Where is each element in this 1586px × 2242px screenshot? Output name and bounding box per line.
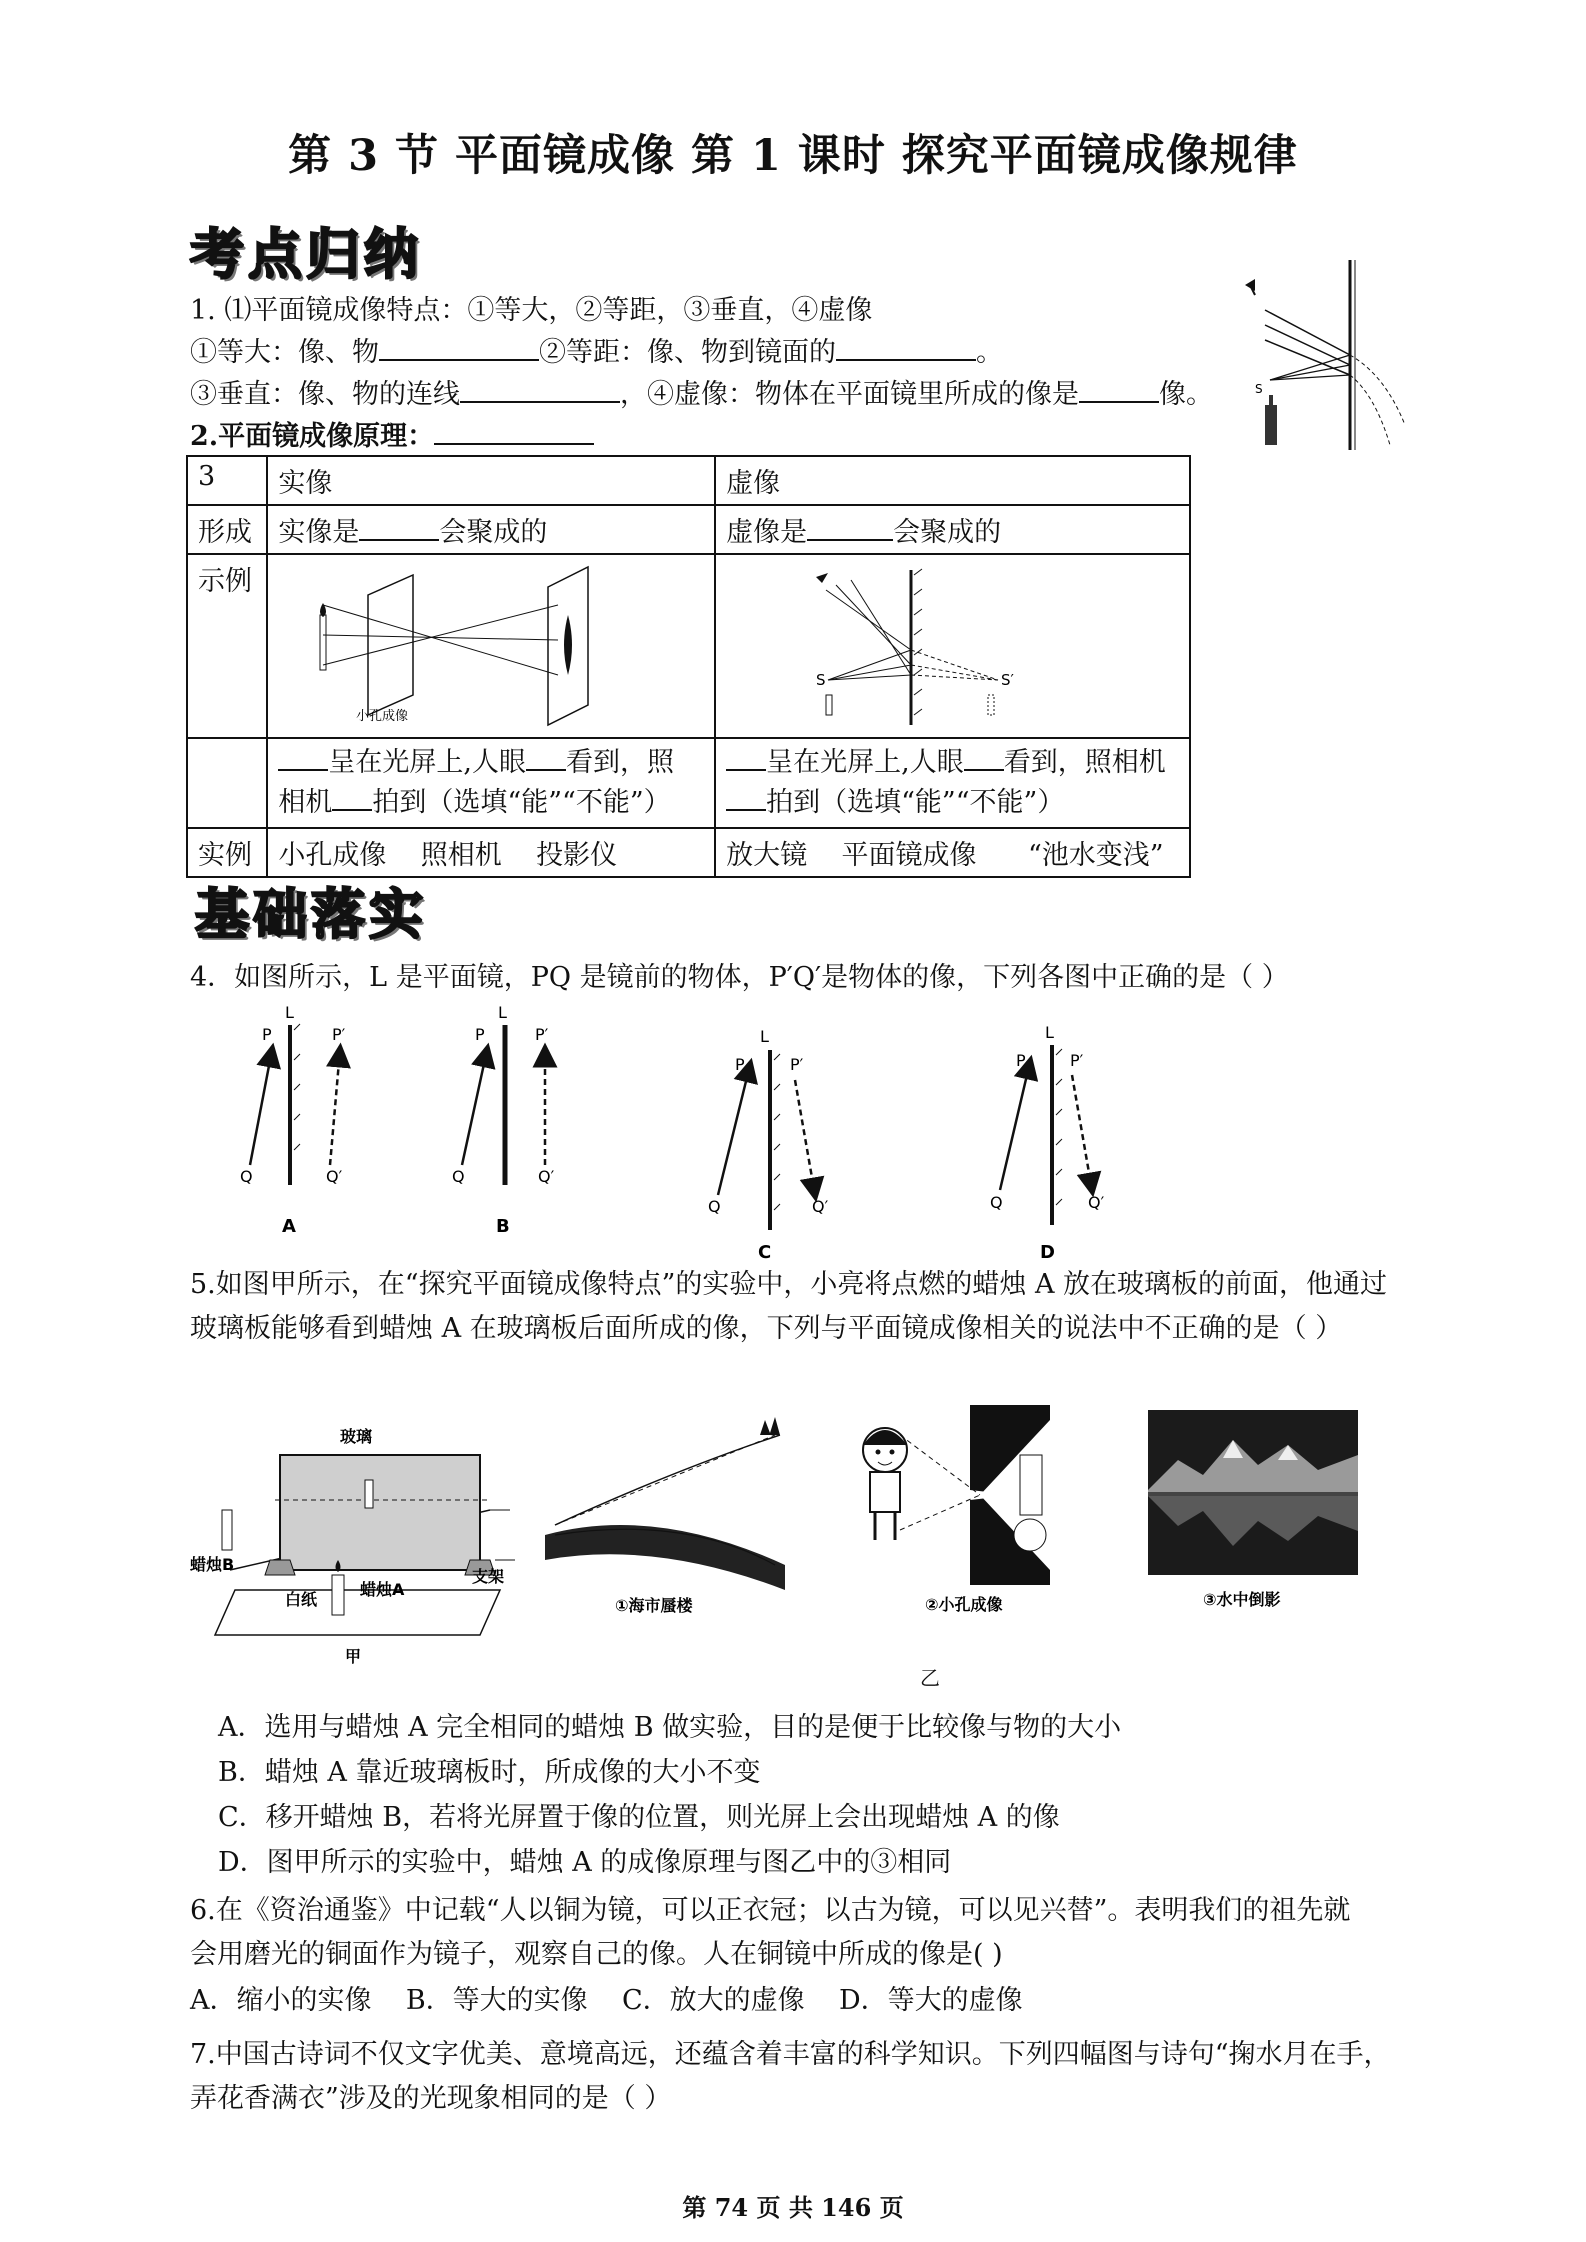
table-cell: 小孔成像 照相机 投影仪 (267, 828, 715, 877)
kp-line-3-text-a: ③垂直：像、物的连线 (190, 379, 460, 410)
answer-blank[interactable] (332, 785, 372, 811)
svg-text:Q: Q (708, 1197, 721, 1216)
kp-line-3-text-b: ，④虚像：物体在平面镜里所成的像是 (620, 379, 1079, 410)
table-cell-text: 实像是 (278, 517, 360, 548)
q6-stem-line-1: 6.在《资治通鉴》中记载“人以铜为镜，可以正衣冠；以古为镜，可以见兴替”。表明我们的祖先就 (190, 1895, 1351, 1926)
mirror-reflection-figure (1225, 255, 1415, 455)
svg-text:P: P (1016, 1051, 1026, 1070)
svg-text:P: P (475, 1025, 485, 1044)
answer-blank[interactable] (807, 515, 893, 541)
label-candle-a: 蜡烛A (360, 1580, 405, 1599)
table-cell-text: 拍到（选填“能”“不能”） (372, 787, 671, 818)
table-cell-text: 拍到（选填“能”“不能”） (766, 787, 1065, 818)
q4-stem: 4．如图所示，L 是平面镜，PQ 是镜前的物体，P′Q′是物体的像，下列各图中正确的是（ ） (190, 962, 1289, 993)
table-cell-text: 会聚成的 (439, 517, 548, 548)
table-header-real: 实像 (267, 456, 715, 505)
table-cell-text: 会聚成的 (893, 517, 1002, 548)
svg-text:Q′: Q′ (326, 1167, 343, 1186)
kp-line-3-text-c: 像。 (1159, 379, 1213, 410)
q4-option-d-figure (990, 1023, 1105, 1260)
answer-blank[interactable] (836, 335, 976, 361)
page-footer: 第 74 页 共 146 页 (682, 2193, 904, 2222)
answer-blank[interactable] (278, 745, 328, 771)
svg-text:P: P (262, 1025, 272, 1044)
table-row-label: 示例 (187, 554, 267, 738)
table-cell (715, 505, 1190, 554)
q6-stem-line-2: 会用磨光的铜面作为镜子，观察自己的像。人在铜镜中所成的像是( ) (190, 1939, 1003, 1970)
kp-line-2-text-c: 。 (976, 337, 1003, 368)
q7-stem-line-1: 7.中国古诗词不仅文字优美、意境高远，还蕴含着丰富的科学知识。下列四幅图与诗句“掬水月在手， (190, 2039, 1391, 2070)
table-header-virtual: 虚像 (715, 456, 1190, 505)
kp-line-3 (190, 372, 1213, 411)
table-cell (187, 738, 267, 828)
q5-option-d[interactable]: D．图甲所示的实验中，蜡烛 A 的成像原理与图乙中的③相同 (218, 1847, 952, 1878)
q6-options[interactable]: A．缩小的实像 B．等大的实像 C．放大的虚像 D．等大的虚像 (190, 1985, 1023, 2016)
table-cell-mirror-diagram (715, 554, 1190, 738)
table-cell-text: 看到，照相机 (1003, 747, 1166, 778)
svg-text:Q′: Q′ (812, 1197, 829, 1216)
caption-pinhole: ②小孔成像 (925, 1595, 1003, 1614)
svg-text:P′: P′ (535, 1025, 549, 1044)
option-label: C (758, 1242, 772, 1260)
table-header-number: 3 (187, 456, 267, 505)
svg-text:Q: Q (240, 1167, 253, 1186)
kp-line-1: 1. ⑴平面镜成像特点：①等大，②等距，③垂直，④虚像 (190, 295, 873, 326)
q5-stem-line-2: 玻璃板能够看到蜡烛 A 在玻璃板后面所成的像，下列与平面镜成像相关的说法中不正确的是（ ） (190, 1313, 1343, 1344)
svg-text:L: L (760, 1027, 769, 1046)
kp-line-2 (190, 330, 1003, 369)
label-white-paper: 白纸 (285, 1590, 318, 1609)
kp-line-2-text-b: ②等距：像、物到镜面的 (539, 337, 836, 368)
svg-text:L: L (1045, 1023, 1054, 1042)
q5-stem-line-1: 5.如图甲所示，在“探究平面镜成像特点”的实验中，小亮将点燃的蜡烛 A 放在玻璃板的前面，他通过 (190, 1269, 1388, 1300)
answer-blank[interactable] (434, 419, 594, 445)
table-cell-text: 呈在光屏上,人眼 (328, 747, 527, 778)
caption-reflection: ③水中倒影 (1203, 1590, 1281, 1609)
pinhole-diagram (268, 555, 708, 730)
answer-blank[interactable] (379, 335, 539, 361)
table-cell-text: 虚像是 (726, 517, 808, 548)
section-heading-summary: 考点归纳 (190, 223, 422, 286)
table-cell (267, 505, 715, 554)
option-label: A (282, 1216, 296, 1237)
svg-text:P′: P′ (332, 1025, 346, 1044)
svg-text:Q′: Q′ (538, 1167, 555, 1186)
svg-text:S′: S′ (1001, 671, 1015, 689)
pinhole-caption: 小孔成像 (356, 709, 409, 724)
table-cell (267, 738, 715, 828)
svg-text:S: S (816, 671, 826, 689)
option-label: B (496, 1216, 510, 1237)
table-row-label: 形成 (187, 505, 267, 554)
option-label: D (1040, 1242, 1055, 1260)
figure-mirage (535, 1415, 785, 1615)
svg-text:P′: P′ (1070, 1051, 1084, 1070)
q5-option-b[interactable]: B．蜡烛 A 靠近玻璃板时，所成像的大小不变 (218, 1757, 761, 1788)
svg-text:L: L (498, 1003, 507, 1022)
table-cell-text: 看到，照 (566, 747, 675, 778)
svg-text:P′: P′ (790, 1055, 804, 1074)
q4-option-a-figure (240, 1003, 346, 1237)
svg-text:Q: Q (452, 1167, 465, 1186)
kp-line-4 (190, 414, 594, 453)
answer-blank[interactable] (726, 745, 766, 771)
label-stand: 支架 (472, 1567, 505, 1586)
kp-line-2-text-a: ①等大：像、物 (190, 337, 379, 368)
answer-blank[interactable] (359, 515, 439, 541)
kp-line-4-text: 2.平面镜成像原理： (190, 421, 435, 452)
svg-text:Q′: Q′ (1088, 1193, 1105, 1212)
q7-stem-line-2: 弄花香满衣”涉及的光现象相同的是（ ） (190, 2083, 672, 2114)
figure-pinhole-girl (840, 1400, 1070, 1615)
table-cell (715, 738, 1190, 828)
label-glass: 玻璃 (340, 1427, 373, 1446)
label-jia: 甲 (345, 1647, 362, 1666)
section-heading-basics: 基础落实 (195, 883, 427, 946)
page-title: 第 3 节 平面镜成像 第 1 课时 探究平面镜成像规律 (288, 131, 1298, 181)
q4-figures (230, 1000, 1190, 1260)
answer-blank[interactable] (526, 745, 566, 771)
q5-option-a[interactable]: A．选用与蜡烛 A 完全相同的蜡烛 B 做实验，目的是便于比较像与物的大小 (218, 1712, 1122, 1743)
plane-mirror-diagram (716, 555, 1186, 730)
figure-jia-experiment (190, 1410, 530, 1670)
table-row-label: 实例 (187, 828, 267, 877)
real-virtual-image-table (186, 455, 1191, 878)
label-yi: 乙 (920, 1666, 940, 1690)
table-cell-pinhole-diagram (267, 554, 715, 738)
figure-water-reflection (1148, 1410, 1363, 1615)
svg-text:S: S (1255, 382, 1263, 396)
q4-option-c-figure (708, 1027, 829, 1260)
q5-option-c[interactable]: C．移开蜡烛 B，若将光屏置于像的位置，则光屏上会出现蜡烛 A 的像 (218, 1802, 1060, 1833)
q4-option-b-figure (452, 1003, 555, 1237)
answer-blank[interactable] (726, 785, 766, 811)
answer-blank[interactable] (964, 745, 1004, 771)
caption-mirage: ①海市蜃楼 (615, 1596, 693, 1615)
svg-text:P: P (735, 1055, 745, 1074)
answer-blank[interactable] (460, 377, 620, 403)
table-cell: 放大镜 平面镜成像 “池水变浅” (715, 828, 1190, 877)
label-candle-b: 蜡烛B (190, 1555, 235, 1574)
table-cell-text: 呈在光屏上,人眼 (766, 747, 964, 778)
svg-text:L: L (285, 1003, 294, 1022)
answer-blank[interactable] (1079, 377, 1159, 403)
table-cell-text: 相机 (278, 787, 333, 818)
svg-text:Q: Q (990, 1193, 1003, 1212)
